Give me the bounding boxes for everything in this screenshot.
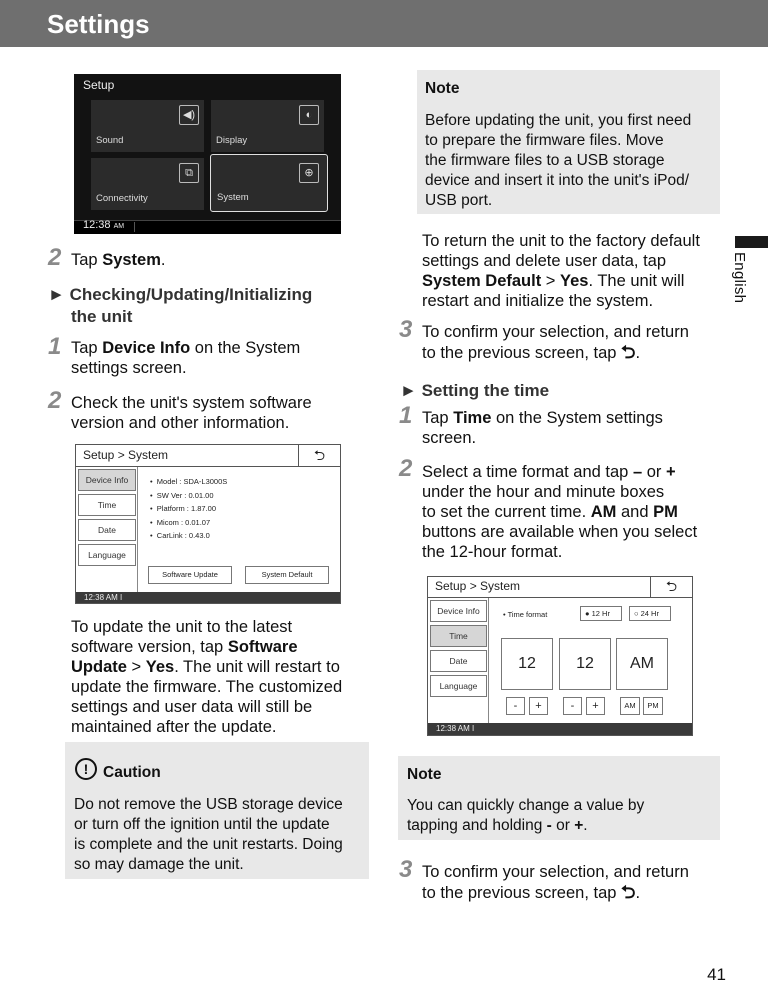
note-text: Before updating the unit, you first need to prepare the firmware files. Move the firmware files to a USB storage device and insert it into the unit's iPod/ USB port.: [425, 112, 692, 209]
info-platform: • Platform : 1.87.00: [150, 504, 216, 513]
caution-text: Do not remove the USB storage device or turn off the ignition until the update is complete and the unit restarts. Doing so may damage the unit.: [74, 796, 343, 873]
info-model: • Model : SDA-L3000S: [150, 477, 228, 486]
software-update-button: Software Update: [148, 566, 232, 584]
step-number: 2: [48, 387, 62, 414]
minute-box: 12: [559, 638, 611, 690]
radio-empty-icon: ○: [634, 609, 639, 618]
nav-date: Date: [430, 650, 487, 672]
setup-screen-image: [74, 74, 341, 234]
status-bar: 12:38 AM I: [76, 592, 340, 603]
sound-tile-label: Sound: [96, 135, 124, 146]
minute-minus-button: -: [563, 697, 582, 715]
update-paragraph: To update the unit to the latest software version, tap Software Update > Yes. The unit will restart to update the firmware. The customized settings and user data will still be maintained after the update.: [71, 618, 343, 736]
am-button: AM: [620, 697, 640, 715]
status-bar: 12:38 AM I: [428, 723, 692, 735]
screen-header: Setup > System: [428, 577, 692, 598]
note-title: Note: [425, 80, 460, 97]
clock: 12:38 AM: [83, 219, 125, 231]
step-number: 1: [399, 402, 413, 429]
display-tile-label: Display: [216, 135, 248, 146]
connectivity-icon: ⧉: [179, 163, 199, 183]
radio-filled-icon: ●: [585, 609, 590, 618]
nav-date: Date: [78, 519, 136, 541]
back-icon: ⮌: [650, 577, 692, 598]
language-tab-label: English: [731, 252, 748, 304]
nav-time: Time: [78, 494, 136, 516]
system-tile-label: System: [217, 192, 249, 203]
caution-title: Caution: [103, 764, 161, 781]
info-micom: • Micom : 0.01.07: [150, 518, 211, 527]
note-box: [398, 756, 720, 840]
hour-box: 12: [501, 638, 553, 690]
radio-12hr: ● 12 Hr: [580, 606, 622, 621]
note-text: You can quickly change a value by tapping and holding - or +.: [407, 797, 645, 834]
system-default-button: System Default: [245, 566, 329, 584]
nav-device-info: Device Info: [78, 469, 136, 491]
section-heading-time: ► Setting the time: [400, 381, 550, 400]
globe-icon: ⊕: [299, 163, 319, 183]
step-number: 2: [399, 455, 413, 482]
device-info-screen-image: [75, 444, 341, 604]
display-tile: [211, 100, 324, 152]
info-carlink: • CarLink : 0.43.0: [150, 531, 210, 540]
sound-tile: [91, 100, 204, 152]
step-number: 3: [399, 856, 413, 883]
nav-language: Language: [430, 675, 487, 697]
speaker-icon: ◀): [179, 105, 199, 125]
step-tap-system: Tap System.: [71, 251, 166, 269]
minute-plus-button: +: [586, 697, 605, 715]
connectivity-tile-label: Connectivity: [96, 193, 148, 204]
nav-time: Time: [430, 625, 487, 647]
radio-24hr: ○ 24 Hr: [629, 606, 671, 621]
step-number: 3: [399, 316, 413, 343]
step-confirm-return: To confirm your selection, and return to the previous screen, tap ⮌.: [422, 323, 689, 362]
back-icon: ⮌: [621, 342, 636, 362]
note-box: [417, 70, 720, 214]
exclamation-icon: !: [75, 758, 97, 780]
step-number: 1: [48, 333, 62, 360]
step-tap-time: Tap Time on the System settings screen.: [422, 409, 663, 447]
step-confirm-return: To confirm your selection, and return to the previous screen, tap ⮌.: [422, 863, 689, 902]
step-select-format: Select a time format and tap – or + under the hour and minute boxes to set the current time. AM and PM buttons are available when you select the 12-hour format.: [422, 463, 698, 561]
reset-paragraph: To return the unit to the factory default settings and delete user data, tap System Default > Yes. The unit will restart and initialize the system.: [422, 232, 700, 310]
screen-header: Setup > System: [76, 445, 340, 467]
step-number: 2: [48, 244, 62, 271]
hour-plus-button: +: [529, 697, 548, 715]
note-title: Note: [407, 766, 442, 783]
setup-screen-title: Setup: [83, 78, 115, 92]
section-heading-checking: ► Checking/Updating/Initializing the unit: [48, 285, 313, 326]
ampm-box: AM: [616, 638, 668, 690]
nav-device-info: Device Info: [430, 600, 487, 622]
connectivity-tile: [91, 158, 204, 210]
time-screen-image: [427, 576, 693, 736]
pm-button: PM: [643, 697, 663, 715]
nav-language: Language: [78, 544, 136, 566]
step-check-version: Check the unit's system software version and other information.: [71, 394, 312, 432]
back-icon: ⮌: [621, 882, 636, 902]
caution-box: [65, 742, 369, 879]
page-number: 41: [707, 965, 726, 984]
back-icon: ⮌: [298, 445, 340, 467]
system-nav: [428, 598, 489, 725]
status-divider: [134, 222, 135, 232]
system-nav: [76, 467, 138, 592]
hour-minus-button: -: [506, 697, 525, 715]
system-tile: [210, 154, 328, 212]
display-icon: ◐: [299, 105, 319, 125]
language-tab-marker: [735, 236, 768, 248]
step-device-info: Tap Device Info on the System settings screen.: [71, 339, 301, 377]
info-sw-ver: • SW Ver : 0.01.00: [150, 491, 214, 500]
page-title: Settings: [47, 9, 150, 39]
time-format-label: • Time format: [503, 610, 548, 619]
